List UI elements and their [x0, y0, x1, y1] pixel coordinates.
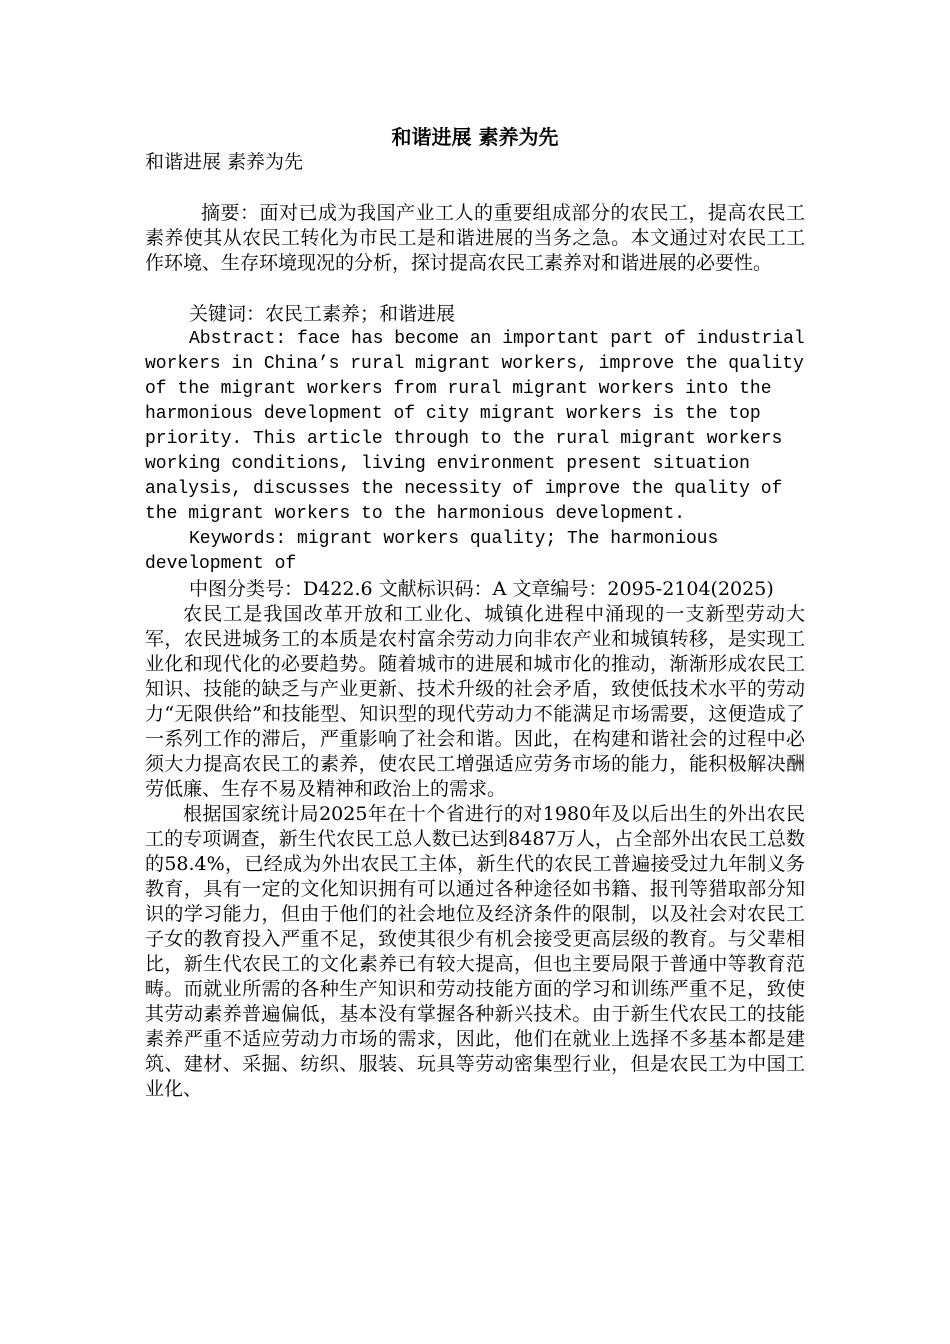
keywords-chinese: 关键词：农民工素养；和谐进展 — [189, 303, 456, 325]
body-paragraph-1: 农民工是我国改革开放和工业化、城镇化进程中涌现的一支新型劳动大军，农民进城务工的本质是农村富余劳动力向非农产业和城镇转移，是实现工业化和现代化的必要趋势。随着城市的进展和城市化的推动，渐渐形成农民工知识、技能的缺乏与产业更新、技术升级的社会矛盾，致使低技术水平的劳动力“无限供给”和技能型、知识型的现代劳动力不能满足市场需要，这便造成了一系列工作的滞后，严重影响了社会和谐。因此，在构建和谐社会的过程中必须大力提高农民工的素养，使农民工增强适应劳务市场的能力，能积极解决酬劳低廉、生存不易及精神和政治上的需求。 — [145, 603, 805, 800]
body-paragraph-2: 根据国家统计局2025年在十个省进行的对1980年及以后出生的外出农民工的专项调查，新生代农民工总人数已达到8487万人，占全部外出农民工总数的58.4%，已经成为外出农民工主体，新生代的农民工普遍接受过九年制义务教育，具有一定的文化知识拥有可以通过各种途径如书籍、报刊等猎取部分知识的学习能力，但由于他们的社会地位及经济条件的限制，以及社会对农民工子女的教育投入严重不足，致使其很少有机会接受更高层级的教育。与父辈相比，新生代农民工的文化素养已有较大提高，但也主要局限于普通中等教育范畴。而就业所需的各种生产知识和劳动技能方面的学习和训练严重不足，致使其劳动素养普遍偏低，基本没有掌握各种新兴技术。由于新生代农民工的技能素养严重不适应劳动力市场的需求，因此，他们在就业上选择不多基本都是建筑、建材、采掘、纺织、服装、玩具等劳动密集型行业，但是农民工为中国工业化、 — [145, 803, 805, 1100]
abstract-chinese: 摘要：面对已成为我国产业工人的重要组成部分的农民工，提高农民工素养使其从农民工转化为市民工是和谐进展的当务之急。本文通过对农民工工作环境、生存环境现况的分析，探讨提高农民工素养对和谐进展的必要性。 — [145, 202, 805, 274]
abstract-english: Abstract: face has become an important part of industrial workers in China’s rural migrant workers, improve the quality of the migrant workers from rural migrant workers into the harmonious development of city migrant workers is the top priority. This article through to the rural migrant workers working conditions, living environment present situation analysis, discusses the necessity of improve the quality of the migrant workers to the harmonious development. — [145, 329, 805, 524]
document-subtitle: 和谐进展 素养为先 — [145, 151, 304, 173]
keywords-english: Keywords: migrant workers quality; The harmonious development of — [145, 529, 719, 574]
document-title: 和谐进展 素养为先 — [391, 125, 559, 149]
classification-line: 中图分类号：D422.6 文献标识码：A 文章编号：2095-2104(2025) — [189, 578, 774, 600]
document-page — [145, 124, 805, 1102]
